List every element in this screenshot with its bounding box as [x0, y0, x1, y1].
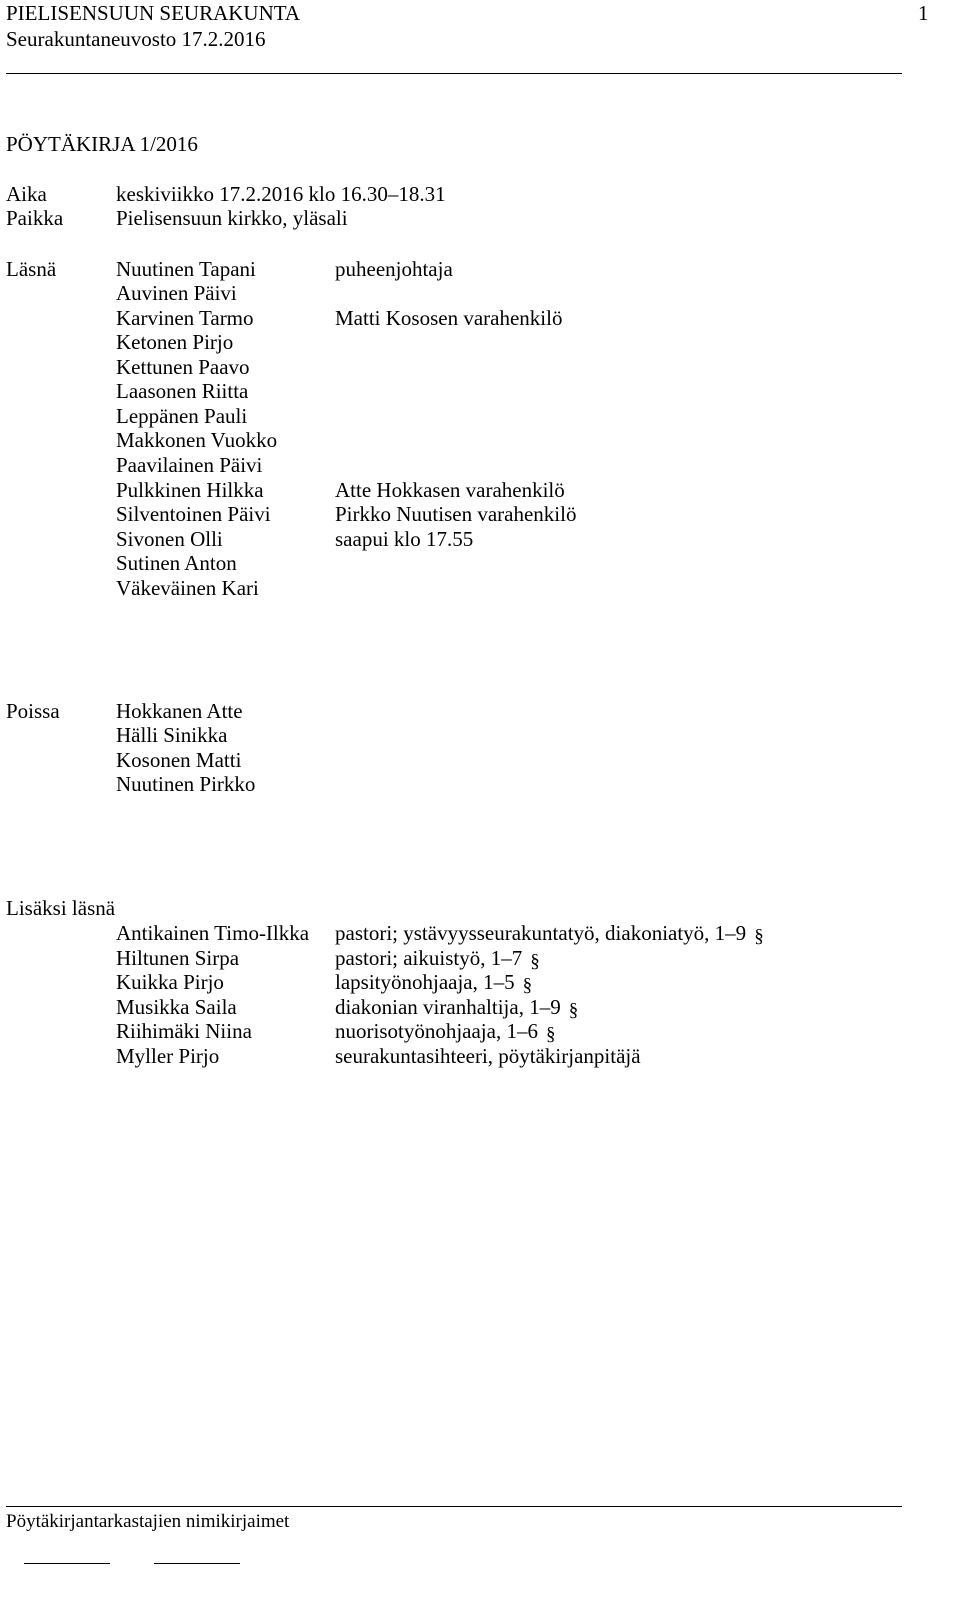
time-value: keskiviikko 17.2.2016 klo 16.30–18.31	[116, 182, 446, 206]
list-item	[0, 1044, 960, 1069]
place-value: Pielisensuun kirkko, yläsali	[116, 206, 348, 230]
initials-line-2[interactable]	[154, 1563, 240, 1564]
list-item	[0, 946, 960, 971]
member-note: puheenjohtaja	[335, 257, 453, 281]
list-item	[0, 699, 960, 724]
list-item	[0, 478, 960, 503]
list-item	[0, 748, 960, 773]
member-name: Väkeväinen Kari	[116, 576, 259, 600]
member-name: Auvinen Päivi	[116, 281, 237, 305]
member-note: saapui klo 17.55	[335, 527, 474, 551]
list-item	[0, 527, 960, 552]
present-label: Läsnä	[6, 257, 57, 281]
header-rule	[6, 73, 902, 74]
member-name: Kettunen Paavo	[116, 355, 250, 379]
member-name: Antikainen Timo-Ilkka	[116, 921, 310, 945]
member-name: Nuutinen Pirkko	[116, 772, 256, 796]
member-name: Paavilainen Päivi	[116, 453, 263, 477]
list-item	[0, 551, 960, 576]
member-name: Hälli Sinikka	[116, 723, 228, 747]
list-item	[0, 379, 960, 404]
section-mark: §	[530, 951, 540, 972]
member-name: Sutinen Anton	[116, 551, 237, 575]
absent-label: Poissa	[6, 699, 60, 723]
list-item	[0, 428, 960, 453]
section-mark: §	[522, 975, 533, 996]
list-item	[0, 453, 960, 478]
member-role: pastori; aikuistyö, 1–7	[335, 946, 523, 970]
footer-rule	[6, 1506, 902, 1507]
list-item	[0, 970, 960, 995]
list-item	[0, 723, 960, 748]
member-name: Karvinen Tarmo	[116, 306, 254, 330]
footer-label: Pöytäkirjantarkastajien nimikirjaimet	[6, 1511, 290, 1532]
section-mark: §	[568, 1000, 579, 1021]
member-role: pastori; ystävyysseurakuntatyö, diakoniatyö, 1–9	[335, 921, 747, 945]
member-name: Riihimäki Niina	[116, 1019, 252, 1043]
member-name: Nuutinen Tapani	[116, 257, 256, 281]
list-item	[0, 355, 960, 380]
member-note: Atte Hokkasen varahenkilö	[335, 478, 565, 502]
member-name: Pulkkinen Hilkka	[116, 478, 264, 502]
also-present-label: Lisäksi läsnä	[6, 896, 116, 920]
member-name: Musikka Saila	[116, 995, 237, 1019]
member-name: Kuikka Pirjo	[116, 970, 224, 994]
time-label: Aika	[6, 182, 47, 206]
document-title: PÖYTÄKIRJA 1/2016	[6, 132, 198, 156]
member-role: lapsityönohjaaja, 1–5	[335, 970, 515, 994]
list-item	[0, 995, 960, 1020]
member-name: Leppänen Pauli	[116, 404, 248, 428]
member-name: Makkonen Vuokko	[116, 428, 278, 452]
member-role: nuorisotyönohjaaja, 1–6	[335, 1019, 538, 1043]
member-name: Ketonen Pirjo	[116, 330, 234, 354]
list-item	[0, 921, 960, 946]
member-note: Matti Kososen varahenkilö	[335, 306, 563, 330]
organization-name: PIELISENSUUN SEURAKUNTA	[6, 1, 301, 25]
list-item	[0, 306, 960, 331]
member-note: Pirkko Nuutisen varahenkilö	[335, 502, 577, 526]
member-name: Myller Pirjo	[116, 1044, 220, 1068]
member-name: Hokkanen Atte	[116, 699, 243, 723]
list-item	[0, 330, 960, 355]
initials-line-1[interactable]	[24, 1563, 110, 1564]
page-number: 1	[918, 1, 929, 25]
section-mark: §	[545, 1024, 556, 1045]
list-item	[0, 404, 960, 429]
place-label: Paikka	[6, 206, 64, 230]
meeting-title: Seurakuntaneuvosto 17.2.2016	[6, 27, 266, 51]
list-item	[0, 1019, 960, 1044]
member-role: seurakuntasihteeri, pöytäkirjanpitäjä	[335, 1044, 641, 1068]
member-name: Laasonen Riitta	[116, 379, 249, 403]
member-role: diakonian viranhaltija, 1–9	[335, 995, 561, 1019]
section-mark: §	[754, 926, 764, 947]
member-name: Sivonen Olli	[116, 527, 223, 551]
member-name: Hiltunen Sirpa	[116, 946, 240, 970]
list-item	[0, 281, 960, 306]
list-item	[0, 576, 960, 601]
member-name: Kosonen Matti	[116, 748, 242, 772]
list-item	[0, 257, 960, 282]
list-item	[0, 502, 960, 527]
member-name: Silventoinen Päivi	[116, 502, 271, 526]
list-item	[0, 772, 960, 797]
